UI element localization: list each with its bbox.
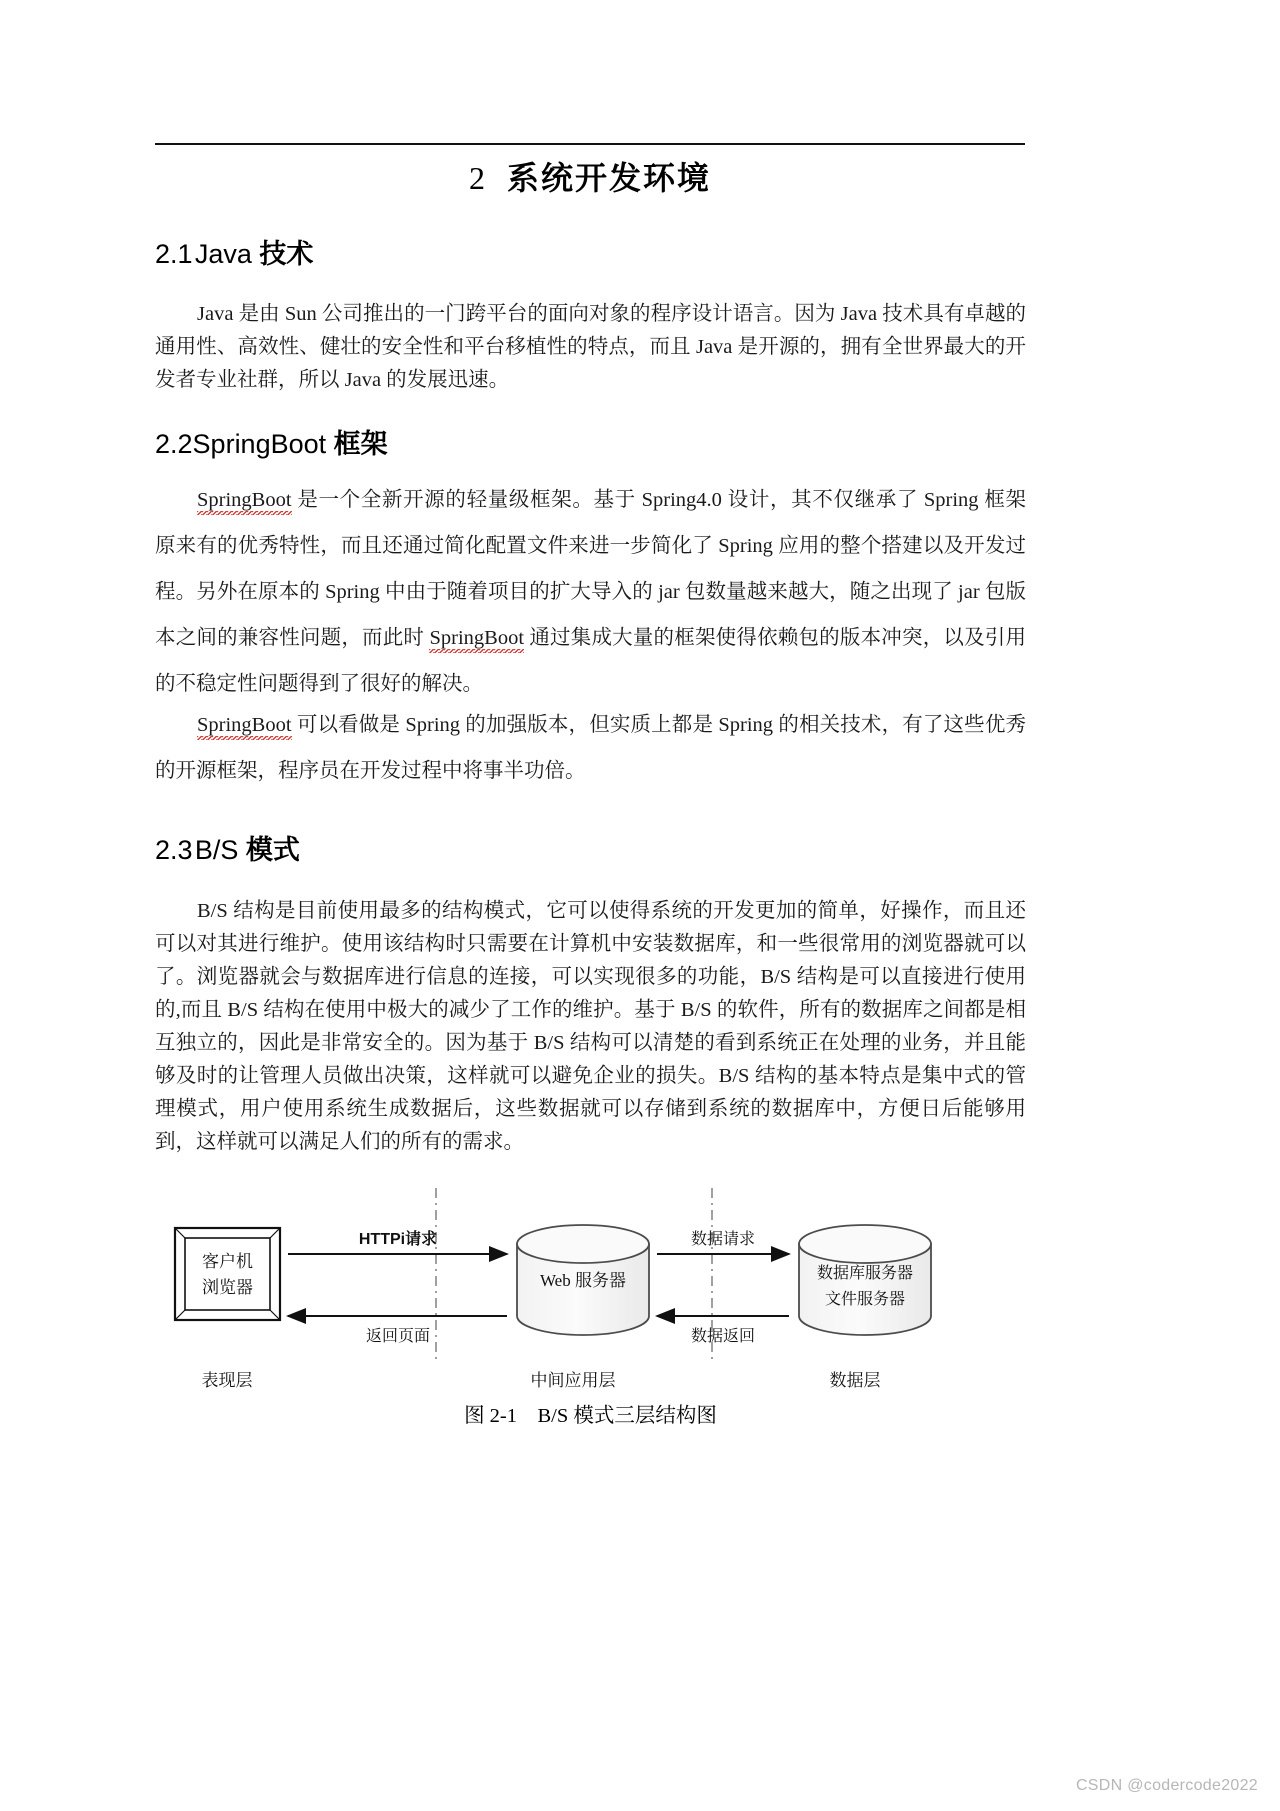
section-heading-2-2 bbox=[155, 422, 1025, 461]
paragraph-2-2-1: SpringBoot 是一个全新开源的轻量级框架。基于 Spring4.0 设计，其不仅继承了 Spring 框架原来有的优秀特性，而且还通过简化配置文件来进一步简化了 Spring 应用的整个搭建以及开发过程。另外在原本的 Spring 中由于随着项目的扩大导入的 jar 包数量越来越大，随之出现了 jar 包版本之间的兼容性问题，而此时 SpringBoot 通过集成大量的框架使得依赖包的版本冲突，以及引用的不稳定性问题得到了很好的解决。 bbox=[155, 489, 1027, 695]
paragraph-2-2-2: SpringBoot 可以看做是 Spring 的加强版本，但实质上都是 Spring 的相关技术，有了这些优秀的开源框架，程序员在开发过程中将事半功倍。 bbox=[155, 714, 1026, 782]
figure-caption: 图 2-1 B/S 模式三层结构图 bbox=[464, 1405, 717, 1427]
section-latin-2-2: SpringBoot bbox=[192, 429, 327, 459]
node-db-label-1: 数据库服务器 bbox=[816, 1265, 914, 1282]
section-heading-2-1 bbox=[155, 232, 1025, 271]
arrow-http-request-label: HTTPi请求 bbox=[358, 1231, 438, 1248]
node-client-label-2: 浏览器 bbox=[202, 1278, 253, 1297]
paragraph-text: Java 是由 Sun 公司推出的一门跨平台的面向对象的程序设计语言。因为 Java 技术具有卓越的通用性、高效性、健壮的安全性和平台移植性的特点，而且 Java 是开源的，拥有全世界最大的开发者专业社群，所以 Java 的发展迅速。 bbox=[155, 303, 1026, 391]
paragraph-2-3-1 bbox=[155, 895, 1026, 1159]
paragraph-2-1-1 bbox=[155, 298, 1026, 397]
arrow-return-page-label: 返回页面 bbox=[365, 1328, 431, 1345]
arrow-data-request-label: 数据请求 bbox=[690, 1231, 756, 1248]
spellcheck-term: SpringBoot bbox=[197, 489, 292, 511]
section-number-2-3: 2.3 bbox=[155, 835, 193, 865]
node-web-server bbox=[517, 1225, 649, 1335]
node-client-label-1: 客户机 bbox=[202, 1252, 253, 1271]
header-rule bbox=[155, 143, 1025, 145]
layer-label-presentation: 表现层 bbox=[201, 1371, 253, 1390]
section-number-2-2: 2.2 bbox=[155, 429, 193, 459]
section-number-2-1: 2.1 bbox=[155, 239, 193, 269]
chapter-title: 系统开发环境 bbox=[506, 160, 711, 196]
chapter-number: 2 bbox=[468, 160, 487, 196]
spellcheck-term: SpringBoot bbox=[429, 627, 525, 649]
node-web-label-1: Web 服务器 bbox=[540, 1271, 626, 1290]
watermark: CSDN @codercode2022 bbox=[1075, 1777, 1258, 1794]
section-cn-2-3: 模式 bbox=[245, 835, 300, 865]
section-cn-2-1: 技术 bbox=[259, 239, 314, 269]
layer-label-data: 数据层 bbox=[829, 1371, 881, 1390]
spellcheck-term: SpringBoot bbox=[197, 714, 292, 736]
bs-architecture-diagram bbox=[155, 1186, 1026, 1406]
section-heading-2-3 bbox=[155, 828, 1025, 867]
node-database-server bbox=[799, 1225, 931, 1335]
section-latin-2-3: B/S bbox=[194, 835, 239, 865]
node-db-label-2: 文件服务器 bbox=[824, 1291, 906, 1308]
arrow-data-return-label: 数据返回 bbox=[690, 1328, 756, 1345]
page-title bbox=[155, 153, 1025, 199]
section-cn-2-2: 框架 bbox=[333, 429, 388, 459]
node-client-monitor bbox=[175, 1228, 280, 1320]
section-latin-2-1: Java bbox=[194, 239, 252, 269]
paragraph-text: B/S 结构是目前使用最多的结构模式，它可以使得系统的开发更加的简单，好操作，而且还可以对其进行维护。使用该结构时只需要在计算机中安装数据库，和一些很常用的浏览器就可以了。浏览器就会与数据库进行信息的连接，可以实现很多的功能，B/S 结构是可以直接进行使用的,而且 B/S 结构在使用中极大的减少了工作的维护。基于 B/S 的软件，所有的数据库之间都是相互独立的，因此是非常安全的。因为基于 B/S 结构可以清楚的看到系统正在处理的业务，并且能够及时的让管理人员做出决策，这样就可以避免企业的损失。B/S 结构的基本特点是集中式的管理模式，用户使用系统生成数据后，这些数据就可以存储到系统的数据库中，方便日后能够用到，这样就可以满足人们的所有的需求。 bbox=[155, 900, 1026, 1153]
layer-label-middleware: 中间应用层 bbox=[530, 1371, 616, 1390]
